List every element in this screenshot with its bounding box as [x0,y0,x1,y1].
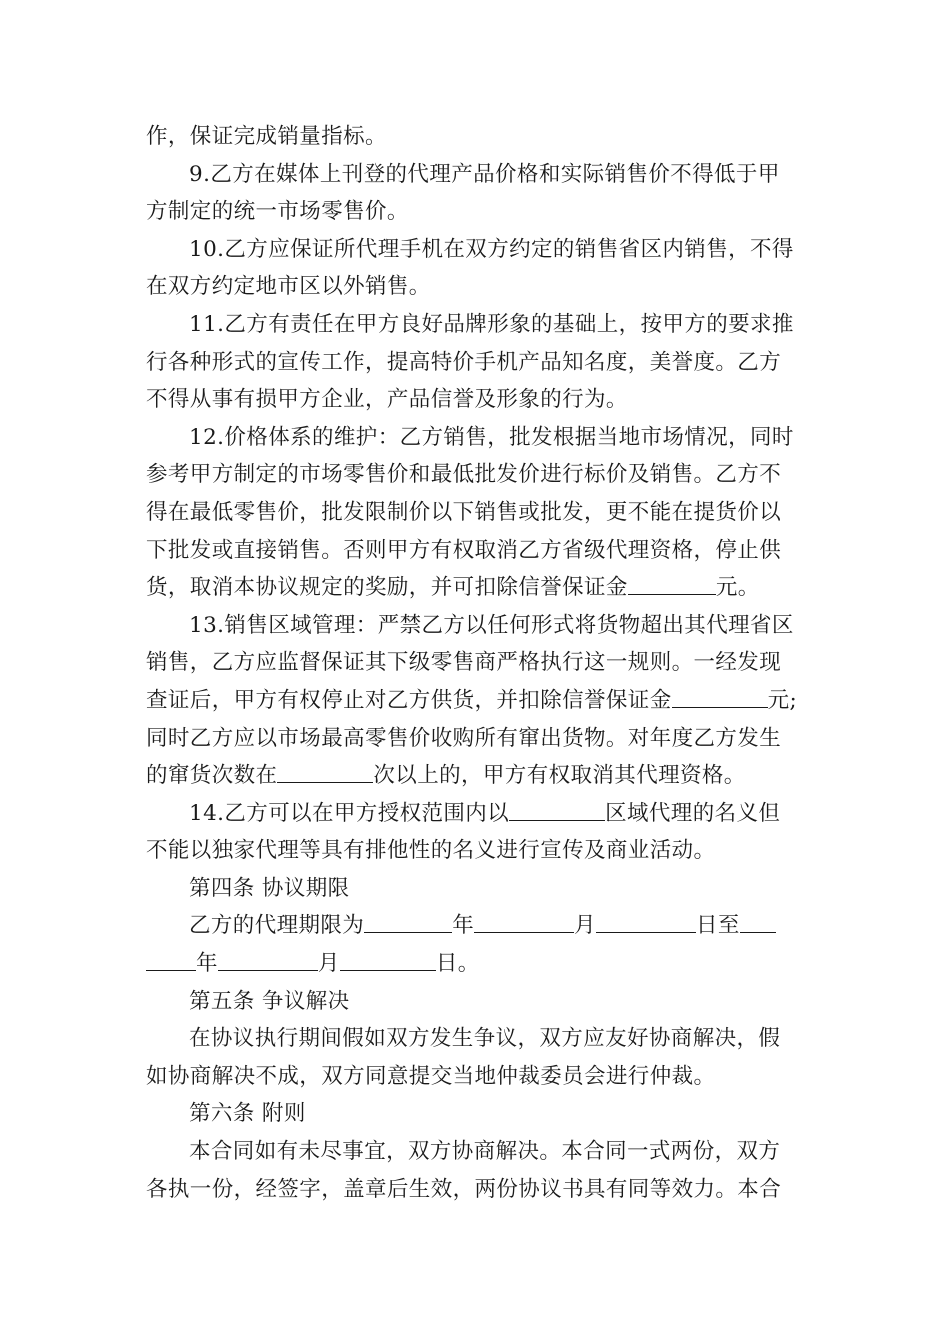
clause-9 [146,156,806,231]
text-segment: 日至 [696,913,740,939]
text-line [146,795,806,833]
document-body [146,118,806,1208]
text-line: 在协议执行期间假如双方发生争议，双方应友好协商解决，假 [189,1026,781,1052]
text-line: 在双方约定地市区以外销售。 [146,274,431,300]
text-line [146,945,806,983]
article-6-heading [146,1095,806,1133]
fill-in-blank-day[interactable] [596,910,696,933]
fill-in-blank[interactable] [509,798,605,821]
text-segment: 元; [767,687,798,713]
supplementary-paragraph [146,1133,806,1208]
text-line [146,757,806,795]
text-line: 13.销售区域管理：严禁乙方以任何形式将货物超出其代理省区 [189,612,794,638]
clause-14 [146,795,806,870]
clause-13 [146,607,806,795]
text-line: 不得从事有损甲方企业，产品信誉及形象的行为。 [146,387,628,413]
text-line: 各执一份，经签字，盖章后生效，两份协议书具有同等效力。本合 [146,1176,782,1202]
text-segment: 货，取消本协议规定的奖励，并可扣除信誉保证金 [146,575,628,601]
text-segment: 元。 [715,575,760,601]
text-line: 10.乙方应保证所代理手机在双方约定的销售省区内销售，不得 [189,236,794,262]
text-line: 行各种形式的宣传工作，提高特价手机产品知名度，美誉度。乙方 [146,349,782,375]
term-paragraph [146,907,806,982]
fill-in-blank[interactable] [277,760,373,783]
text-line: 方制定的统一市场零售价。 [146,199,409,225]
text-segment: 年 [196,951,218,977]
text-line: 不能以独家代理等具有排他性的名义进行宣传及商业活动。 [146,838,716,864]
fill-in-blank-day[interactable] [340,948,436,971]
text-segment: 次以上的，甲方有权取消其代理资格。 [373,763,746,789]
text-segment: 的窜货次数在 [146,763,278,789]
text-segment: 查证后，甲方有权停止对乙方供货，并扣除信誉保证金 [146,687,672,713]
text-segment: 年 [452,913,475,939]
fill-in-blank-month[interactable] [474,910,574,933]
section-heading: 第四条 协议期限 [189,875,350,901]
fill-in-blank[interactable] [628,572,716,595]
clause-10 [146,231,806,306]
text-line: 9.乙方在媒体上刊登的代理产品价格和实际销售价不得低于甲 [189,161,780,187]
fill-in-blank[interactable] [672,685,768,708]
text-line [146,907,806,945]
section-heading: 第五条 争议解决 [189,988,350,1014]
text-line: 12.价格体系的维护：乙方销售，批发根据当地市场情况，同时 [189,424,794,450]
text-line: 得在最低零售价，批发限制价以下销售或批发，更不能在提货价以 [146,499,782,525]
text-line: 参考甲方制定的市场零售价和最低批发价进行标价及销售。乙方不 [146,462,782,488]
text-line [146,682,806,720]
text-line: 11.乙方有责任在甲方良好品牌形象的基础上，按甲方的要求推 [189,311,794,337]
text-line: 作，保证完成销量指标。 [146,124,387,149]
text-segment: 区域代理的名义但 [605,800,781,826]
fill-in-blank-year[interactable] [740,910,776,933]
text-line: 销售，乙方应监督保证其下级零售商严格执行这一规则。一经发现 [146,650,782,676]
text-segment: 月 [574,913,597,939]
fill-in-blank-year[interactable] [364,910,452,933]
text-segment: 月 [317,951,340,977]
article-5-heading [146,983,806,1021]
text-line: 如协商解决不成，双方同意提交当地仲裁委员会进行仲裁。 [146,1063,716,1089]
text-line: 本合同如有未尽事宜，双方协商解决。本合同一式两份，双方 [189,1139,781,1165]
section-heading: 第六条 附则 [189,1101,306,1127]
text-line: 下批发或直接销售。否则甲方有权取消乙方省级代理资格，停止供 [146,537,782,563]
text-segment: 14.乙方可以在甲方授权范围内以 [189,800,510,826]
clause-11 [146,306,806,419]
text-segment: 乙方的代理期限为 [189,913,365,939]
dispute-paragraph [146,1020,806,1095]
paragraph-continuation [146,118,806,156]
text-segment: 日。 [435,951,480,977]
article-4-heading [146,870,806,908]
fill-in-blank-year[interactable] [146,948,196,971]
text-line: 同时乙方应以市场最高零售价收购所有窜出货物。对年度乙方发生 [146,725,782,751]
fill-in-blank-month[interactable] [218,948,318,971]
text-line [146,569,806,607]
clause-12 [146,419,806,607]
